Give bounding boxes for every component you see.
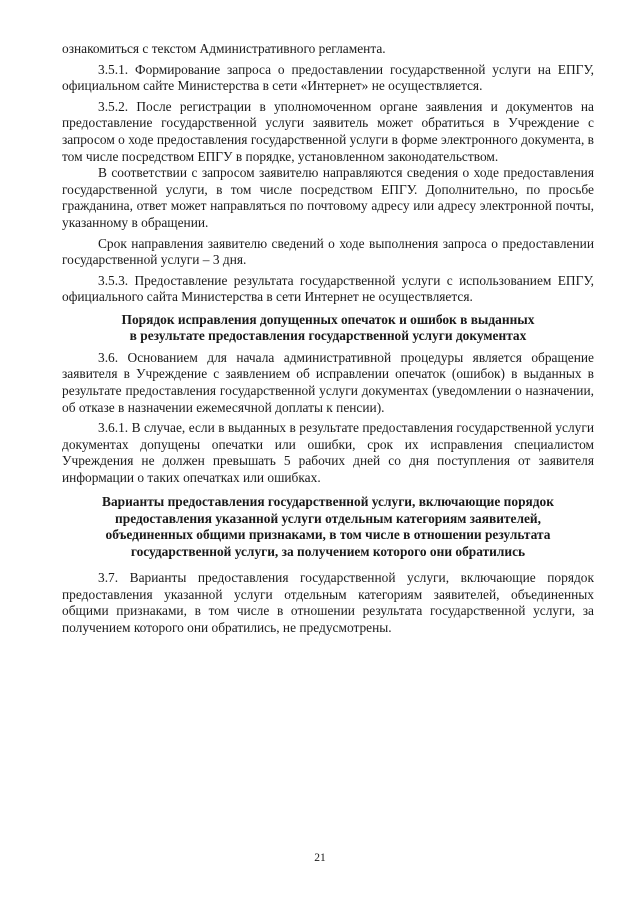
heading-line: государственной услуги, за получением которого они обратились (130, 543, 526, 559)
page-content (62, 41, 594, 636)
section-heading-corrections (62, 312, 594, 345)
paragraph-request-response: В соответствии с запросом заявителю направляются сведения о ходе предоставления государственной услуги, в том числе посредством ЕПГУ. Дополнительно, по просьбе гражданина, ответ может направляться по почтовому адресу или адресу электронной почты, указанному в обращении. (62, 165, 594, 230)
paragraph-3-6: 3.6. Основанием для начала административной процедуры является обращение заявителя в Учреждение с заявлением об исправлении опечаток (ошибок) в выданных в результате предоставления государственной услуги документах (уведомлении о назначении, об отказе в назначении ежемесячной доплаты к пенсии). (62, 349, 594, 415)
paragraph-response-term: Срок направления заявителю сведений о ходе выполнения запроса о предоставлении государственной услуги – 3 дня. (62, 235, 594, 268)
heading-line: Порядок исправления допущенных опечаток и ошибок в выданных (121, 311, 535, 327)
page-number: 21 (314, 852, 326, 864)
paragraph-3-6-1: 3.6.1. В случае, если в выданных в результате предоставления государственной услуги документах допущены опечатки или ошибки, срок их исправления специалистом Учреждения не должен превышать 5 рабочих дней со дня поступления от заявителя информации о таких опечатках или ошибках. (62, 420, 594, 485)
paragraph-3-5-2: 3.5.2. После регистрации в уполномоченном органе заявления и документов на предоставление государственной услуги заявитель может обратиться в Учреждение с запросом о ходе предоставления государственной услуги в форме электронного документа, в том числе посредством ЕПГУ в порядке, установленном законодательством. (62, 98, 594, 164)
heading-line: предоставления указанной услуги отдельным категориям заявителей, (115, 510, 541, 526)
section-heading-variants (62, 494, 594, 560)
paragraph-3-7: 3.7. Варианты предоставления государственной услуги, включающие порядок предоставления указанной услуги отдельным категориям заявителей, объединенных общими признаками, в том числе в отношении результата государственной услуги, за получением которого они обратились, не предусмотрены. (62, 570, 594, 635)
paragraph-3-5-1: 3.5.1. Формирование запроса о предоставлении государственной услуги на ЕПГУ, официальном сайте Министерства в сети «Интернет» не осуществляется. (62, 61, 594, 94)
heading-line: в результате предоставления государственной услуги документах (129, 328, 527, 344)
heading-line: Варианты предоставления государственной услуги, включающие порядок (102, 494, 554, 510)
heading-line: объединенных общими признаками, в том числе в отношении результата (105, 527, 551, 543)
paragraph-continuation: ознакомиться с текстом Административного регламента. (62, 41, 386, 56)
paragraph-3-5-3: 3.5.3. Предоставление результата государственной услуги с использованием ЕПГУ, официального сайта Министерства в сети Интернет не осуществляется. (62, 272, 594, 305)
